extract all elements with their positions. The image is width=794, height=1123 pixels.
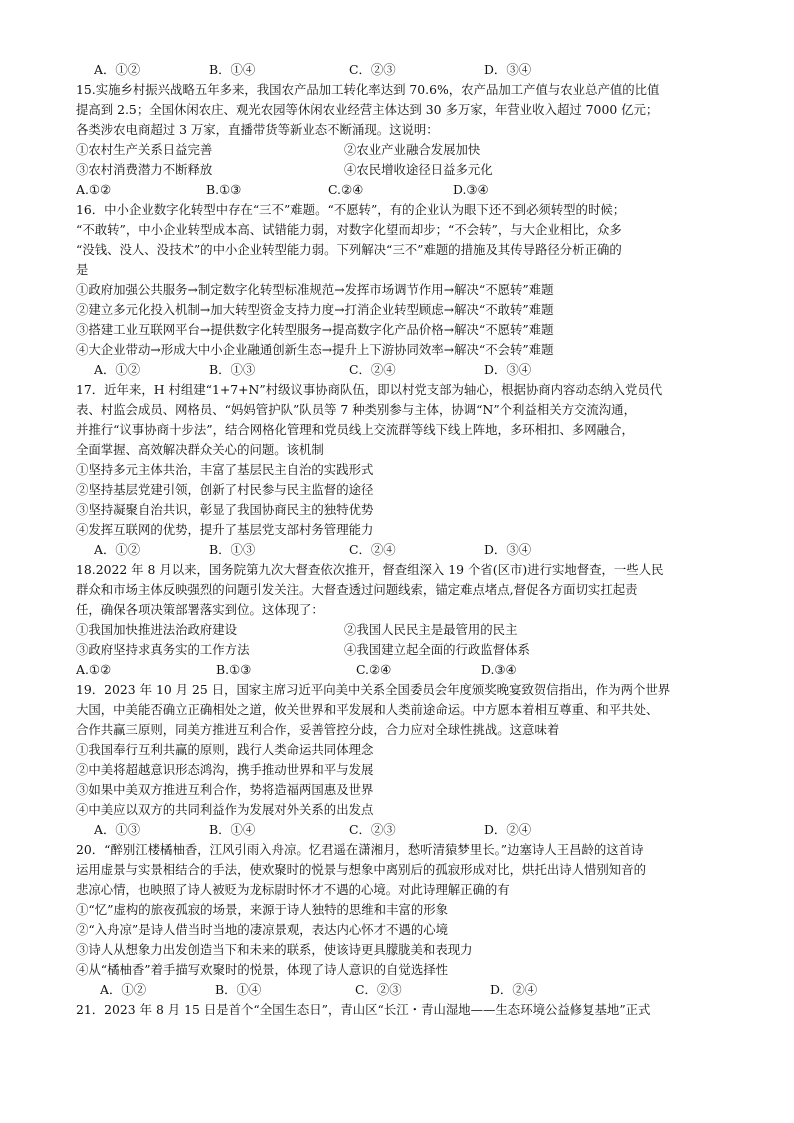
q17-option-a[interactable]: A．①② [94, 542, 141, 557]
q20-item-4: ④从“橘柚香”着手描写欢聚时的悦景，体现了诗人意识的自觉选择性 [76, 962, 448, 977]
q15-statement-2: ②农业产业融合发展加快 [344, 142, 481, 157]
question-17 [76, 380, 724, 560]
q18-option-c[interactable]: C.②④ [356, 662, 392, 677]
question-19 [76, 680, 724, 840]
q15-statements-row [76, 160, 724, 180]
q15-statement-1: ①农村生产关系日益完善 [76, 142, 213, 157]
q15-option-b[interactable]: B.①③ [206, 182, 242, 197]
q20-item-1: ①“忆”虚构的旅夜孤寂的场景，来源于诗人独特的思维和丰富的形象 [76, 902, 448, 917]
q18-option-d[interactable]: D.③④ [481, 662, 517, 677]
exam-page [76, 60, 724, 1020]
q18-statements-row [76, 640, 724, 660]
q16-item-1: ①政府加强公共服务→制定数字化转型标准规范→发挥市场调节作用→解决“不愿转”难题 [76, 282, 554, 297]
q19-stem-line: 合作共赢三原则，同美方推进互利合作，妥善管控分歧，合力应对全球性挑战。这意味着 [76, 722, 560, 737]
q18-option-b[interactable]: B.①③ [216, 662, 252, 677]
q15-statements-row [76, 140, 724, 160]
q16-stem-line: “没钱、没人、没技术”的中小企业转型能力弱。下列解决“三不”难题的措施及其传导路径分析正确的 [76, 242, 622, 257]
question-21 [76, 1000, 724, 1020]
q16-stem-line: 是 [76, 262, 89, 277]
q19-option-a[interactable]: A．①③ [94, 822, 141, 837]
q20-options [76, 980, 724, 1000]
q16-options [76, 360, 724, 380]
q19-option-b[interactable]: B．①④ [209, 822, 256, 837]
q18-stem-line: 群众和市场主体反映强烈的问题引发关注。大督查透过问题线索，锚定难点堵点,督促各方面切实扛起责 [76, 582, 638, 597]
q15-stem-line: 各类涉农电商超过 3 万家，直播带货等新业态不断涌现。这说明： [76, 122, 439, 137]
q18-options [76, 660, 724, 680]
q14-options [76, 60, 724, 80]
q20-stem-line: 20．“醉别江楼橘柚香，江风引雨入舟凉。忆君遥在潇湘月，愁听清猿梦里长。”边塞诗人王昌龄的这首诗 [76, 842, 644, 857]
q20-option-d[interactable]: D．②④ [490, 982, 538, 997]
q16-item-3: ③搭建工业互联网平台→提供数字化转型服务→提高数字化产品价格→解决“不愿转”难题 [76, 322, 554, 337]
q14-option-c[interactable]: C．②③ [349, 62, 396, 77]
q20-item-3: ③诗人从想象力出发创造当下和未来的联系，使该诗更具朦胧美和表现力 [76, 942, 473, 957]
q18-statement-4: ④我国建立起全面的行政监督体系 [344, 642, 530, 657]
q14-option-a[interactable]: A．①② [94, 62, 141, 77]
q18-statement-2: ②我国人民民主是最管用的民主 [344, 622, 518, 637]
q19-option-c[interactable]: C．②③ [349, 822, 396, 837]
q17-option-d[interactable]: D．③④ [484, 542, 532, 557]
q17-stem-line: 全面掌握、高效解决群众关心的问题。该机制 [76, 442, 324, 457]
q16-stem-line: “不敢转”，中小企业转型成本高、试错能力弱，对数字化望而却步；“不会转”，与大企业相比，众多 [76, 222, 622, 237]
q20-item-2: ②“入舟凉”是诗人借当时当地的凄凉景观，表达内心怀才不遇的心境 [76, 922, 448, 937]
q15-option-d[interactable]: D.③④ [453, 182, 489, 197]
q16-item-4: ④大企业带动→形成大中小企业融通创新生态→提升上下游协同效率→解决“不会转”难题 [76, 342, 554, 357]
q16-item-2: ②建立多元化投入机制→加大转型资金支持力度→打消企业转型顾虑→解决“不敢转”难题 [76, 302, 554, 317]
question-20 [76, 840, 724, 1000]
q18-statement-1: ①我国加快推进法治政府建设 [76, 622, 238, 637]
q20-option-b[interactable]: B．①④ [215, 982, 262, 997]
q20-option-a[interactable]: A．①② [100, 982, 147, 997]
q15-option-a[interactable]: A.①② [76, 182, 112, 197]
q17-options [76, 540, 724, 560]
q17-item-2: ②坚持基层党建引领，创新了村民参与民主监督的途径 [76, 482, 374, 497]
q20-stem-line: 运用虚景与实景相结合的手法，使欢聚时的悦景与想象中离别后的孤寂形成对比，烘托出诗人惜别知音的 [76, 862, 646, 877]
q19-item-2: ②中美将超越意识形态鸿沟，携手推动世界和平与发展 [76, 762, 374, 777]
q19-item-4: ④中美应以双方的共同利益作为发展对外关系的出发点 [76, 802, 374, 817]
q18-statements-row [76, 620, 724, 640]
q19-item-1: ①我国奉行互利共赢的原则，践行人类命运共同体理念 [76, 742, 374, 757]
q19-option-d[interactable]: D．②④ [484, 822, 532, 837]
q17-stem-line: 表、村监会成员、网格员、“妈妈管护队”队员等 7 种类别参与主体，协调“N”个利益相关方交流沟通， [76, 402, 636, 417]
q17-option-c[interactable]: C．②④ [349, 542, 396, 557]
q18-option-a[interactable]: A.①② [76, 662, 112, 677]
q17-item-4: ④发挥互联网的优势，提升了基层党支部村务管理能力 [76, 522, 374, 537]
q20-option-c[interactable]: C．②③ [355, 982, 402, 997]
q15-stem-line: 15.实施乡村振兴战略五年多来，我国农产品加工转化率达到 70.6%，农产品加工产值与农业总产值的比值 [76, 82, 660, 97]
q15-stem-line: 提高到 2.5；全国休闲农庄、观光农园等休闲农业经营主体达到 30 多万家，年营业收入超过 7000 亿元； [76, 102, 659, 117]
question-18 [76, 560, 724, 680]
q21-stem-line: 21．2023 年 8 月 15 日是首个“全国生态日”，青山区“长江・青山湿地——生态环境公益修复基地”正式 [76, 1002, 651, 1017]
q14-option-b[interactable]: B．①④ [209, 62, 256, 77]
q17-option-b[interactable]: B．①③ [209, 542, 256, 557]
q18-stem-line: 任，确保各项决策部署落实到位。这体现了： [76, 602, 324, 617]
q17-stem-line: 17．近年来，H 村组建“1+7+N”村级议事协商队伍，即以村党支部为轴心，根据协商内容动态纳入党员代 [76, 382, 663, 397]
q15-statement-3: ③农村消费潜力不断释放 [76, 162, 213, 177]
q19-stem-line: 19．2023 年 10 月 25 日，国家主席习近平向美中关系全国委员会年度颁奖晚宴致贺信指出，作为两个世界 [76, 682, 671, 697]
q18-stem-line: 18.2022 年 8 月以来，国务院第九次大督查依次推开，督查组深入 19 个省(区市)进行实地督查，一些人民 [76, 562, 664, 577]
q17-item-3: ③坚持凝聚自治共识，彰显了我国协商民主的独特优势 [76, 502, 374, 517]
q16-option-b[interactable]: B．①③ [209, 362, 256, 377]
q14-option-d[interactable]: D．③④ [484, 62, 532, 77]
question-15 [76, 80, 724, 200]
q18-statement-3: ③政府坚持求真务实的工作方法 [76, 642, 250, 657]
q17-item-1: ①坚持多元主体共治，丰富了基层民主自治的实践形式 [76, 462, 374, 477]
q16-option-d[interactable]: D．③④ [484, 362, 532, 377]
q15-option-c[interactable]: C.②④ [328, 182, 364, 197]
q16-option-a[interactable]: A．①② [94, 362, 141, 377]
q20-stem-line: 悲凉心情，也映照了诗人被贬为龙标尉时怀才不遇的心境。对此诗理解正确的有 [76, 882, 510, 897]
q19-item-3: ③如果中美双方推进互利合作，势将造福两国惠及世界 [76, 782, 374, 797]
q16-stem-line: 16．中小企业数字化转型中存在“三不”难题。“不愿转”，有的企业认为眼下还不到必须转型的时候； [76, 202, 626, 217]
q17-stem-line: 并推行“议事协商十步法”，结合网格化管理和党员线上交流群等线下线上阵地，多环相扣、多网融合， [76, 422, 634, 437]
question-16 [76, 200, 724, 380]
q19-stem-line: 大国，中美能否确立正确相处之道，攸关世界和平发展和人类前途命运。中方愿本着相互尊重、和平共处、 [76, 702, 659, 717]
q15-options [76, 180, 724, 200]
q19-options [76, 820, 724, 840]
q15-statement-4: ④农民增收途径日益多元化 [344, 162, 493, 177]
q16-option-c[interactable]: C．②④ [349, 362, 396, 377]
